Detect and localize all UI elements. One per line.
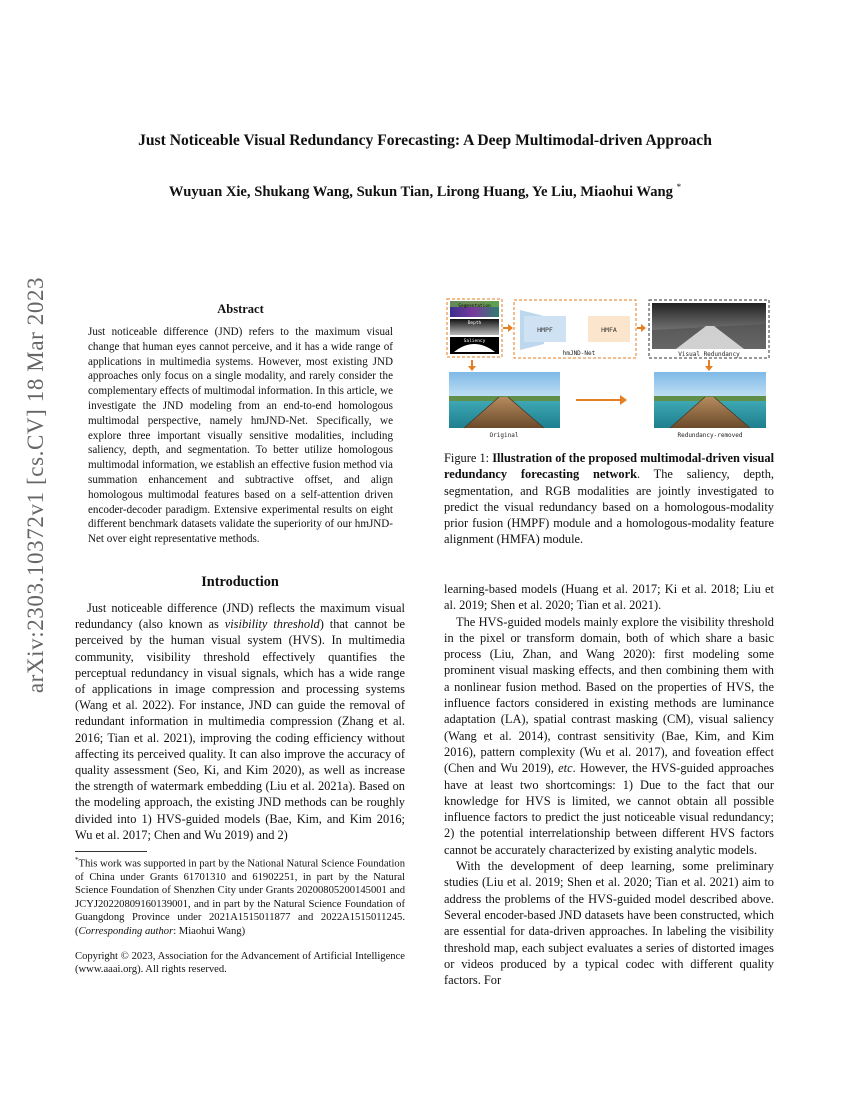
copyright-notice: Copyright © 2023, Association for the Advancement of Artificial Intelligence (www.aaai.org). All rights reserved. [75, 951, 405, 976]
body-paragraph: learning-based models (Huang et al. 2017; Ki et al. 2018; Liu et al. 2019; Shen et al. 2020; Tian et al. 2021). [444, 582, 774, 613]
segmentation-label: Segmentation [458, 304, 491, 309]
author-list [60, 182, 790, 201]
footnote-mark: * [75, 856, 79, 864]
footnote-divider [75, 851, 147, 852]
depth-label: Depth [467, 321, 482, 326]
caption-label: Figure 1: [444, 451, 493, 465]
figure-caption [444, 450, 774, 548]
hmjnd-net-block [514, 300, 636, 358]
intro-emphasis: visibility threshold [224, 617, 320, 632]
arrow-head-icon [705, 366, 713, 371]
visual-redundancy-label: Visual Redundancy [678, 351, 740, 358]
saliency-label: Saliency [463, 339, 486, 344]
redundancy-removed-image [654, 372, 766, 428]
original-label: Original [489, 432, 519, 439]
redundancy-removed-label: Redundancy-removed [677, 432, 743, 439]
author-names: Wuyuan Xie, Shukang Wang, Sukun Tian, Lirong Huang, Ye Liu, Miaohui Wang [168, 183, 673, 200]
introduction-body [75, 600, 405, 843]
abstract-body: Just noticeable difference (JND) refers to the maximum visual change that human eyes cannot perceive, and it has a wide range of applications in multimedia systems. However, most existing JND approaches only focus on a single modality, and rarely consider the complementary effects of multimodal information. In this article, we investigate the JND modeling from an end-to-end homologous multimodal perspective, namely hmJND-Net. Specifically, we explore three important visually sensitive modalities, including saliency, depth, and segmentation. To better utilize homologous multimodal information, we establish an effective fusion method via summation enhancement and subtractive offset, and align homologous multimodal features based on a self-attention driven encoder-decoder paradigm. Extensive experimental results on eight different benchmark datasets validate the superiority of our hmJND-Net over eight representative methods. [88, 326, 393, 546]
arxiv-id-text: arXiv:2303.10372v1 [cs.CV] 18 Mar 2023 [23, 276, 48, 694]
author-footnote-mark: * [676, 182, 682, 192]
arrow-head-icon [641, 324, 646, 332]
arrow-head-icon [620, 395, 627, 405]
visual-redundancy-map [649, 300, 769, 358]
caption-text: . The saliency, depth, segmentation, and RGB modalities are jointly investigated to predict the visual redundancy based on a homologous-modality prior fusion (HMPF) module and a homologous-modality feature alignment (HMFA) module. [444, 467, 774, 547]
introduction-heading: Introduction [201, 574, 279, 590]
caption-bold: Illustration of the proposed multimodal-driven visual redundancy forecasting network [444, 451, 775, 482]
paper-title: Just Noticeable Visual Redundancy Forecasting: A Deep Multimodal-driven Approach [138, 132, 712, 149]
network-label: hmJND-Net [562, 350, 596, 357]
body-paragraph: The HVS-guided models mainly explore the visibility threshold in the pixel or transform domain, both of which share a basic process (Liu, Zhan, and Wang 2020): first modeling some prominent visual masking effects, and then combining them with a nonlinear fusion method. Based on the properties of HVS, the influence factors considered in existing methods are luminance adaptation (LA), spatial contrast masking (CM), visual saliency (Wang et al. 2014), contrast sensitivity (Bae, Kim, and Kim 2016), pattern complexity (Wu et al. 2017), and foveation effect (Chen and Wu 2019), etc. However, the HVS-guided approaches have at least two shortcomings: 1) Due to the fact that our knowledge for HVS is limited, we cannot obtain all possible influence factors to predict the just noticeable visual redundancy; 2) the potential interrelationship between different HVS factors cannot be accurately characterized by existing analytic models. [444, 614, 774, 857]
intro-paragraph: Just noticeable difference (JND) reflects the maximum visual redundancy (also known as visibility threshold) that cannot be perceived by the human visual system (HVS). In multimedia community, visibility threshold effectively quantifies the perceptual redundancy in visual signals, which has a wide range of applications in image compression and processing systems (Wang et al. 2022). For instance, JND can guide the removal of redundant information in multimedia compression (Zhang et al. 2016; Tian et al. 2021), improving the coding efficiency without affecting its perceived quality. It can also improve the accuracy of quality assessment (Seo, Ki, and Kim 2020), as well as increase the strength of watermark embedding (Liu et al. 2021a). Based on the modeling approach, the existing JND methods can be roughly divided into 1) HVS-guided models (Bae, Kim, and Kim 2016; Wu et al. 2017; Chen and Wu 2019) and 2) [75, 601, 405, 842]
arxiv-identifier [15, 276, 57, 694]
arrow-head-icon [508, 324, 513, 332]
right-column-body [444, 581, 774, 988]
figure-1 [444, 292, 774, 442]
body-paragraph: With the development of deep learning, some preliminary studies (Liu et al. 2019; Shen et al. 2020; Tian et al. 2021) aim to address the problems of the HVS-guided model described above. Several encoder-based JND datasets have been constructed, which are essential for data-driven approaches. In labeling the visibility threshold map, each subject evaluates a series of distorted images or videos produced by a typical codec with different quality factors. For [444, 859, 774, 988]
hmfa-label: HMFA [601, 326, 617, 334]
arrow-head-icon [468, 366, 476, 371]
input-modalities [447, 299, 502, 357]
original-image [449, 372, 560, 428]
hmpf-label: HMPF [537, 326, 553, 334]
funding-footnote: *This work was supported in part by the National Natural Science Foundation of China under Grants 61701310 and 61902251, in part by the Natural Science Foundation of Shenzhen City under Grants 20200805200145001 and JCYJ20220809160139001, and in part by the Natural Science Foundation of Guangdong Province under 2021A1515011877 and 2022A1515011245. (Corresponding author: Miaohui Wang) [75, 856, 405, 937]
abstract-heading: Abstract [217, 302, 264, 316]
